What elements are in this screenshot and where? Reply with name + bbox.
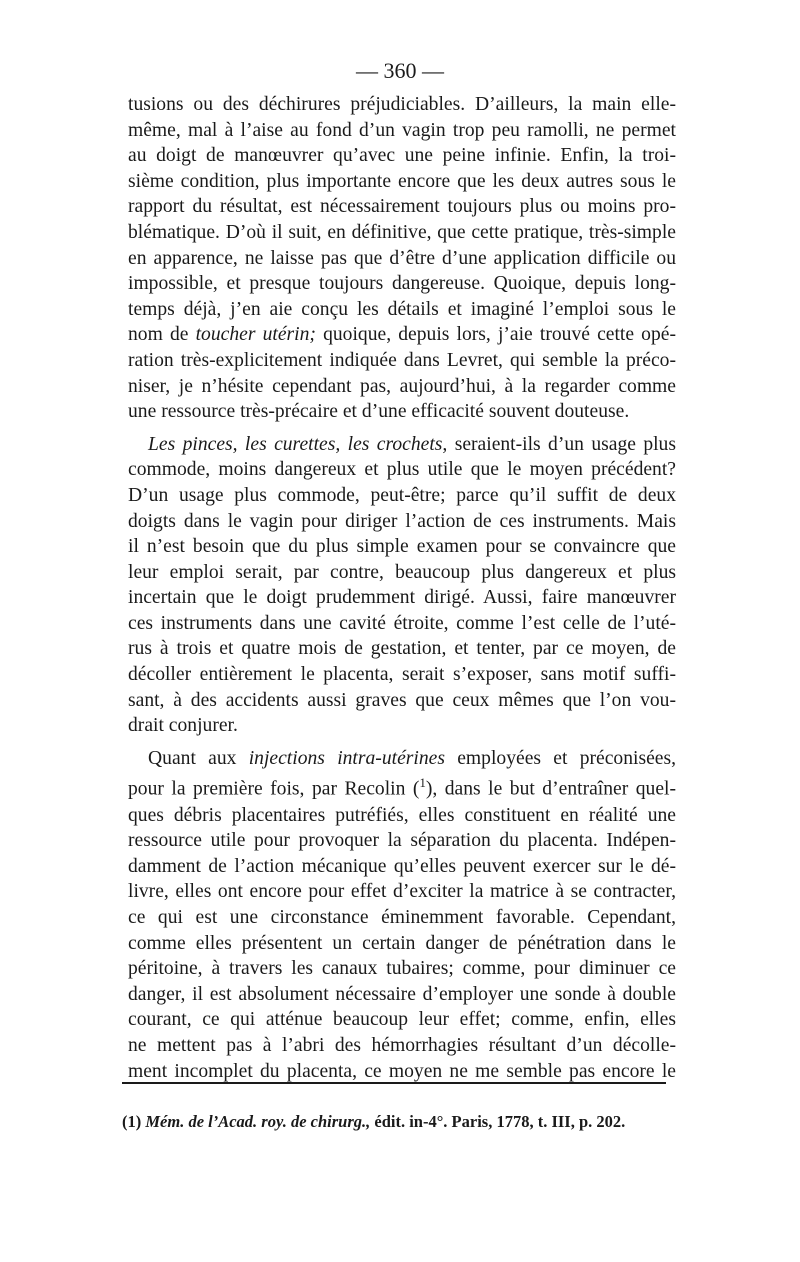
text-run: commode, moins dangereux et plus utile que le moyen précédent? (128, 459, 676, 481)
text-run: leur emploi serait, par contre, beaucoup plus dangereux et plus (128, 561, 676, 583)
text-run: même, mal à l’aise au fond d’un vagin trop peu ramolli, ne permet (128, 119, 676, 141)
text-run: temps déjà, j’en aie conçu les détails et imaginé l’emploi sous le (128, 298, 676, 320)
text-run: employées et préconisées, (444, 747, 676, 769)
text-line (128, 879, 676, 905)
text-line (128, 509, 676, 535)
text-line (128, 220, 676, 246)
text-run: ne mettent pas à l’abri des hémorrhagies résultant d’un décolle- (128, 1034, 676, 1056)
text-line (128, 931, 676, 957)
text-line (128, 322, 676, 348)
text-line (128, 483, 676, 509)
italic-text: injections intra-utérines (248, 747, 445, 769)
text-line (128, 297, 676, 323)
text-line (128, 688, 676, 714)
text-line (128, 1059, 676, 1085)
text-line (128, 905, 676, 931)
text-run: ment incomplet du placenta, ce moyen ne me semble pas encore le (128, 1060, 676, 1082)
text-run: sant, à des accidents aussi graves que ceux mêmes que l’on vou- (128, 689, 676, 711)
text-line (128, 457, 676, 483)
paragraph (128, 432, 676, 739)
text-run: tusions ou des déchirures préjudiciables. D’ailleurs, la main elle- (128, 94, 676, 115)
text-line (128, 746, 676, 772)
text-line (128, 611, 676, 637)
text-line (128, 828, 676, 854)
text-line (128, 534, 676, 560)
text-run: nom de (128, 324, 196, 346)
italic-text: toucher utérin; (195, 324, 316, 346)
text-line (128, 956, 676, 982)
text-run: décoller entièrement le placenta, serait s’exposer, sans motif suffi- (128, 664, 676, 686)
italic-text: Les pinces, les curettes, les crochets, (148, 433, 448, 455)
text-run: blématique. D’où il suit, en définitive, que cette pratique, très-simple (128, 221, 676, 243)
text-line (128, 982, 676, 1008)
text-run: courant, ce qui atténue beaucoup leur effet; comme, enfin, elles (128, 1009, 676, 1031)
text-run: rus à trois et quatre mois de gestation, et tenter, par ce moyen, de (128, 638, 676, 660)
text-line (128, 399, 676, 425)
text-run: Quant aux (148, 747, 249, 769)
text-run: quoique, depuis lors, j’aie trouvé cette opé- (315, 324, 677, 346)
text-run: seraient-ils d’un usage plus (447, 433, 676, 455)
text-run: ces instruments dans une cavité étroite, comme l’est celle de l’uté- (128, 612, 676, 634)
text-line (128, 374, 676, 400)
text-run: sième condition, plus importante encore que les deux autres sous le (128, 170, 676, 192)
text-run: en apparence, ne laisse pas que d’être d’une application difficile ou (128, 247, 676, 269)
paragraph (128, 92, 676, 425)
text-run: il n’est besoin que du plus simple examen pour se convaincre que (128, 536, 676, 558)
text-run: livre, elles ont encore pour effet d’exciter la matrice à se contracter, (128, 881, 676, 903)
text-run: ques débris placentaires putréfiés, elles constituent en réalité une (128, 804, 676, 826)
text-line (128, 1033, 676, 1059)
text-line (128, 194, 676, 220)
text-run: damment de l’action mécanique qu’elles peuvent exercer sur le dé- (128, 855, 676, 877)
text-line (128, 1007, 676, 1033)
text-run: D’un usage plus commode, peut-être; parce qu’il suffit de deux (128, 484, 676, 506)
text-run: pour la première fois, par Recolin ( (128, 778, 420, 800)
footnote-rule (122, 1082, 666, 1084)
text-line (128, 271, 676, 297)
page-number: — 360 — (356, 58, 444, 83)
body-text (128, 92, 676, 1084)
footnote-details: édit. in-4°. Paris, 1778, t. III, p. 202. (370, 1112, 626, 1131)
text-line (128, 662, 676, 688)
text-run: une ressource très-précaire et d’une efficacité souvent douteuse. (128, 401, 630, 423)
footnote (122, 1112, 670, 1132)
text-run: ressource utile pour provoquer la séparation du placenta. Indépen- (128, 830, 676, 852)
footnote-marker: (1) (122, 1112, 142, 1131)
text-run: au doigt de manœuvrer qu’avec une peine infinie. Enfin, la troi- (128, 145, 676, 167)
text-run: comme elles présentent un certain danger de pénétration dans le (128, 932, 676, 954)
footnote-source: Mém. de l’Acad. roy. de chirurg., (145, 1112, 371, 1131)
text-line (128, 348, 676, 374)
text-run: danger, il est absolument nécessaire d’employer une sonde à double (128, 983, 676, 1005)
text-line (128, 560, 676, 586)
text-line (128, 118, 676, 144)
text-run: ce qui est une circonstance éminemment favorable. Cependant, (128, 906, 676, 928)
text-line (128, 771, 676, 802)
text-run: doigts dans le vagin pour diriger l’action de ces instruments. Mais (128, 510, 676, 532)
text-run: incertain que le doigt prudemment dirigé. Aussi, faire manœuvrer (128, 587, 676, 609)
text-run: ration très-explicitement indiquée dans Levret, qui semble la préco- (128, 349, 676, 371)
text-line (128, 636, 676, 662)
text-line (128, 585, 676, 611)
text-line (128, 854, 676, 880)
footnote-reference: 1 (419, 776, 426, 791)
text-run: impossible, et presque toujours dangereuse. Quoique, depuis long- (128, 273, 676, 295)
text-line (128, 143, 676, 169)
text-run: niser, je n’hésite cependant pas, aujourd’hui, à la regarder comme (128, 375, 676, 397)
text-line (128, 169, 676, 195)
paragraph (128, 746, 676, 1084)
text-line (128, 92, 676, 118)
text-line (128, 246, 676, 272)
text-run: rapport du résultat, est nécessairement toujours plus ou moins pro- (128, 196, 676, 218)
text-line (128, 432, 676, 458)
text-run: péritoine, à travers les canaux tubaires; comme, pour diminuer ce (128, 958, 676, 980)
text-line (128, 803, 676, 829)
text-run: drait conjurer. (128, 715, 238, 737)
text-line (128, 713, 676, 739)
text-run: ), dans le but d’entraîner quel- (425, 778, 677, 800)
